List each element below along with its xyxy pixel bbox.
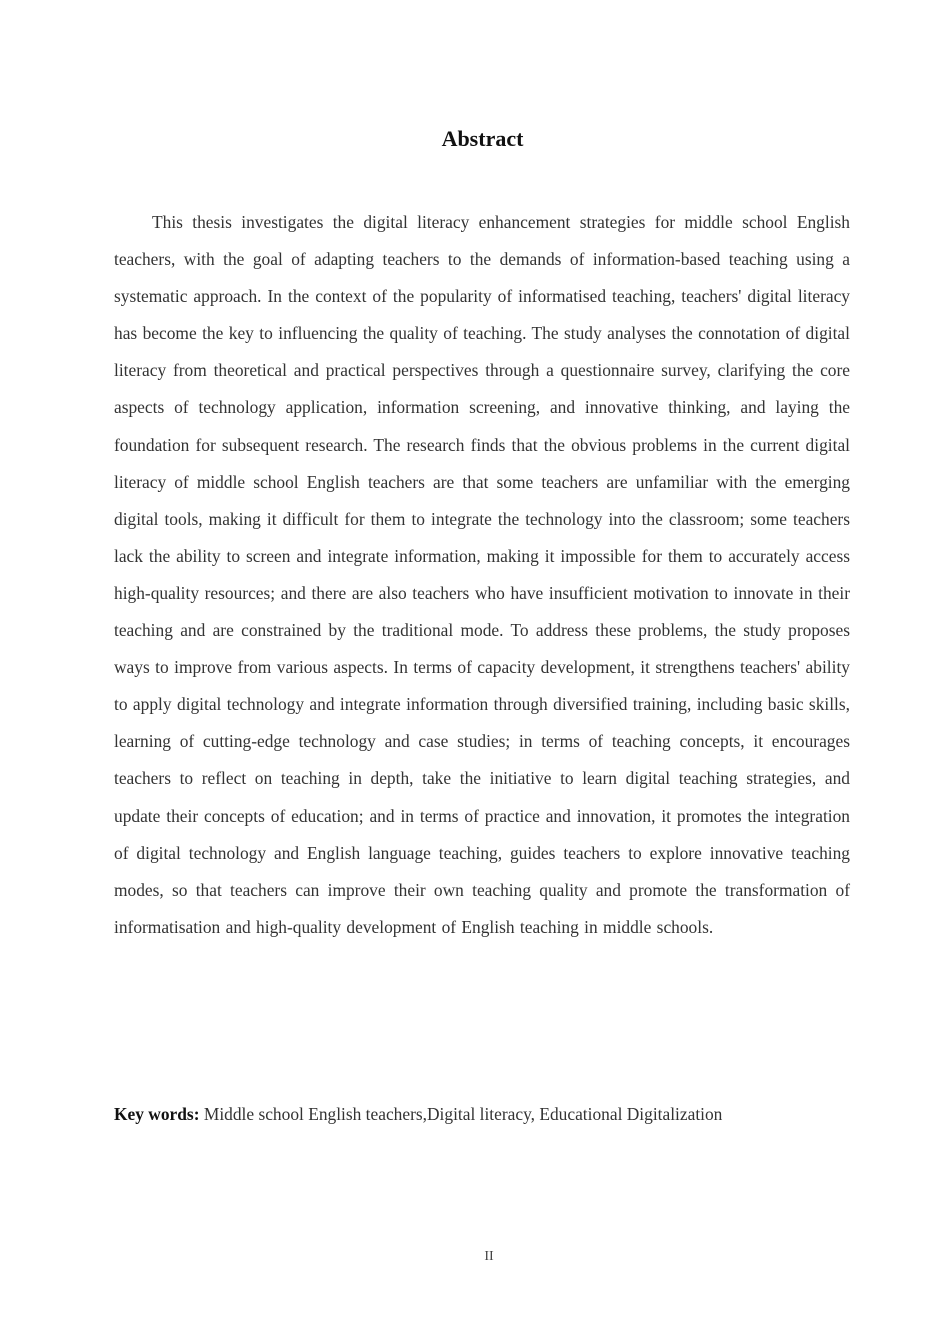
keywords-line [114,1100,850,1128]
abstract-title: Abstract [441,126,524,151]
page-number: II [484,1249,494,1264]
keywords-label: Key words: [114,1104,200,1124]
abstract-body: This thesis investigates the digital literacy enhancement strategies for middle school English teachers, with the goal of adapting teachers to the demands of information-based teaching using a systematic approach. In the context of the popularity of informatised teaching, teachers' digital literacy has become the key to influencing the quality of teaching. The study analyses the connotation of digital literacy from theoretical and practical perspectives through a questionnaire survey, clarifying the core aspects of technology application, information screening, and innovative thinking, and laying the foundation for subsequent research. The research finds that the obvious problems in the current digital literacy of middle school English teachers are that some teachers are unfamiliar with the emerging digital tools, making it difficult for them to integrate the technology into the classroom; some teachers lack the ability to screen and integrate information, making it impossible for them to accurately access high-quality resources; and there are also teachers who have insufficient motivation to innovate in their teaching and are constrained by the traditional mode. To address these problems, the study proposes ways to improve from various aspects. In terms of capacity development, it strengthens teachers' ability to apply digital technology and integrate information through diversified training, including basic skills, learning of cutting-edge technology and case studies; in terms of teaching concepts, it encourages teachers to reflect on teaching in depth, take the initiative to learn digital teaching strategies, and update their concepts of education; and in terms of practice and innovation, it promotes the integration of digital technology and English language teaching, guides teachers to explore innovative teaching modes, so that teachers can improve their own teaching quality and promote the transformation of informatisation and high-quality development of English teaching in middle schools. [114,212,850,937]
keywords-values: Middle school English teachers,Digital literacy, Educational Digitalization [203,1104,723,1124]
